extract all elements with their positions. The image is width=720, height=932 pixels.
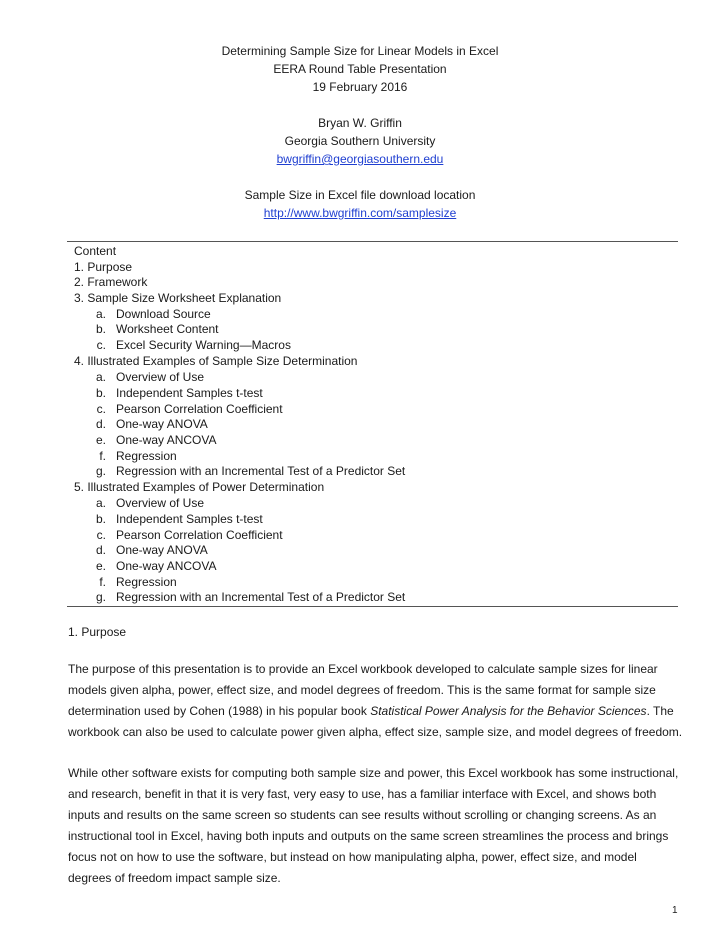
toc-item: Independent Samples t-test — [116, 512, 263, 526]
toc-section-5: 5. Illustrated Examples of Power Determination — [74, 480, 325, 494]
toc-item: One-way ANCOVA — [116, 433, 217, 447]
paragraph-text: . The — [646, 704, 674, 718]
toc-item: One-way ANOVA — [116, 543, 208, 557]
event-name: EERA Round Table Presentation — [273, 62, 447, 76]
toc-item: Pearson Correlation Coefficient — [116, 402, 283, 416]
event-date: 19 February 2016 — [312, 80, 408, 94]
paragraph-line: instructional tool in Excel, having both inputs and outputs on the same screen streamlines the process and brings — [68, 829, 669, 843]
toc-item: Independent Samples t-test — [116, 386, 263, 400]
paragraph-text: determination used by Cohen (1988) in his popular book — [68, 704, 371, 718]
paragraph-line: The purpose of this presentation is to provide an Excel workbook developed to calculate sample sizes for linear — [68, 662, 658, 676]
toc-item: Overview of Use — [116, 496, 205, 510]
toc-item: Pearson Correlation Coefficient — [116, 528, 283, 542]
paragraph-line — [68, 701, 708, 722]
author-email-container — [0, 152, 720, 167]
toc-item-letter: c. — [96, 338, 106, 352]
toc-item: Regression — [116, 575, 177, 589]
download-url-container — [0, 206, 720, 221]
toc-section-1: 1. Purpose — [74, 260, 133, 274]
paragraph-line: While other software exists for computing both sample size and power, this Excel workbook has some instructional, — [68, 766, 679, 780]
toc-item-letter: a. — [95, 370, 106, 384]
toc-item-letter: b. — [95, 512, 106, 526]
download-url-link[interactable]: http://www.bwgriffin.com/samplesize — [263, 206, 457, 220]
toc-item: Regression — [116, 449, 177, 463]
paragraph-line: and research, benefit in that it is very fast, very easy to use, has a familiar interface with Excel, and shows both — [68, 787, 657, 801]
author-affiliation: Georgia Southern University — [284, 134, 436, 148]
toc-item-letter: f. — [99, 449, 106, 463]
author-email-link[interactable]: bwgriffin@georgiasouthern.edu — [276, 152, 444, 166]
section-heading-purpose: 1. Purpose — [68, 625, 127, 639]
toc-item-letter: e. — [95, 433, 106, 447]
toc-item-letter: a. — [95, 307, 106, 321]
toc-item: Regression with an Incremental Test of a Predictor Set — [116, 464, 406, 478]
page-number: 1 — [672, 905, 678, 916]
toc-item: One-way ANCOVA — [116, 559, 217, 573]
toc-item-letter: b. — [95, 386, 106, 400]
toc-item-letter: e. — [95, 559, 106, 573]
paragraph-line: models given alpha, power, effect size, and model degrees of freedom. This is the same format for sample size — [68, 683, 656, 697]
toc-item: Overview of Use — [116, 370, 205, 384]
toc-item-letter: g. — [95, 464, 106, 478]
toc-section-4: 4. Illustrated Examples of Sample Size Determination — [74, 354, 358, 368]
paragraph-line: workbook can also be used to calculate power given alpha, effect size, sample size, and model degrees of freedom. — [68, 725, 683, 739]
toc-item-letter: f. — [99, 575, 106, 589]
toc-item: Worksheet Content — [116, 322, 219, 336]
toc-item: One-way ANOVA — [116, 417, 208, 431]
toc-section-3: 3. Sample Size Worksheet Explanation — [74, 291, 282, 305]
book-title: Statistical Power Analysis for the Behavior Sciences — [370, 704, 647, 718]
toc-item: Download Source — [116, 307, 211, 321]
toc-item: Excel Security Warning—Macros — [116, 338, 291, 352]
download-label: Sample Size in Excel file download location — [244, 188, 476, 202]
toc-item-letter: a. — [95, 496, 106, 510]
toc-item-letter: c. — [96, 402, 106, 416]
paragraph-line: focus not on how to use the software, but instead on how manipulating alpha, power, effect size, and model — [68, 850, 637, 864]
toc-section-2: 2. Framework — [74, 275, 148, 289]
toc-item-letter: g. — [95, 590, 106, 604]
toc-item-letter: b. — [95, 322, 106, 336]
paragraph-line: inputs and results on the same screen so students can see results without scrolling or changing screens. As an — [68, 808, 657, 822]
doc-title: Determining Sample Size for Linear Models in Excel — [221, 44, 499, 58]
toc-item-letter: d. — [95, 417, 106, 431]
paragraph-line: degrees of freedom impact sample size. — [68, 871, 281, 885]
author-name: Bryan W. Griffin — [318, 116, 402, 130]
toc-item: Regression with an Incremental Test of a Predictor Set — [116, 590, 406, 604]
toc-item-letter: c. — [96, 528, 106, 542]
toc-heading: Content — [74, 244, 117, 258]
toc-item-letter: d. — [95, 543, 106, 557]
